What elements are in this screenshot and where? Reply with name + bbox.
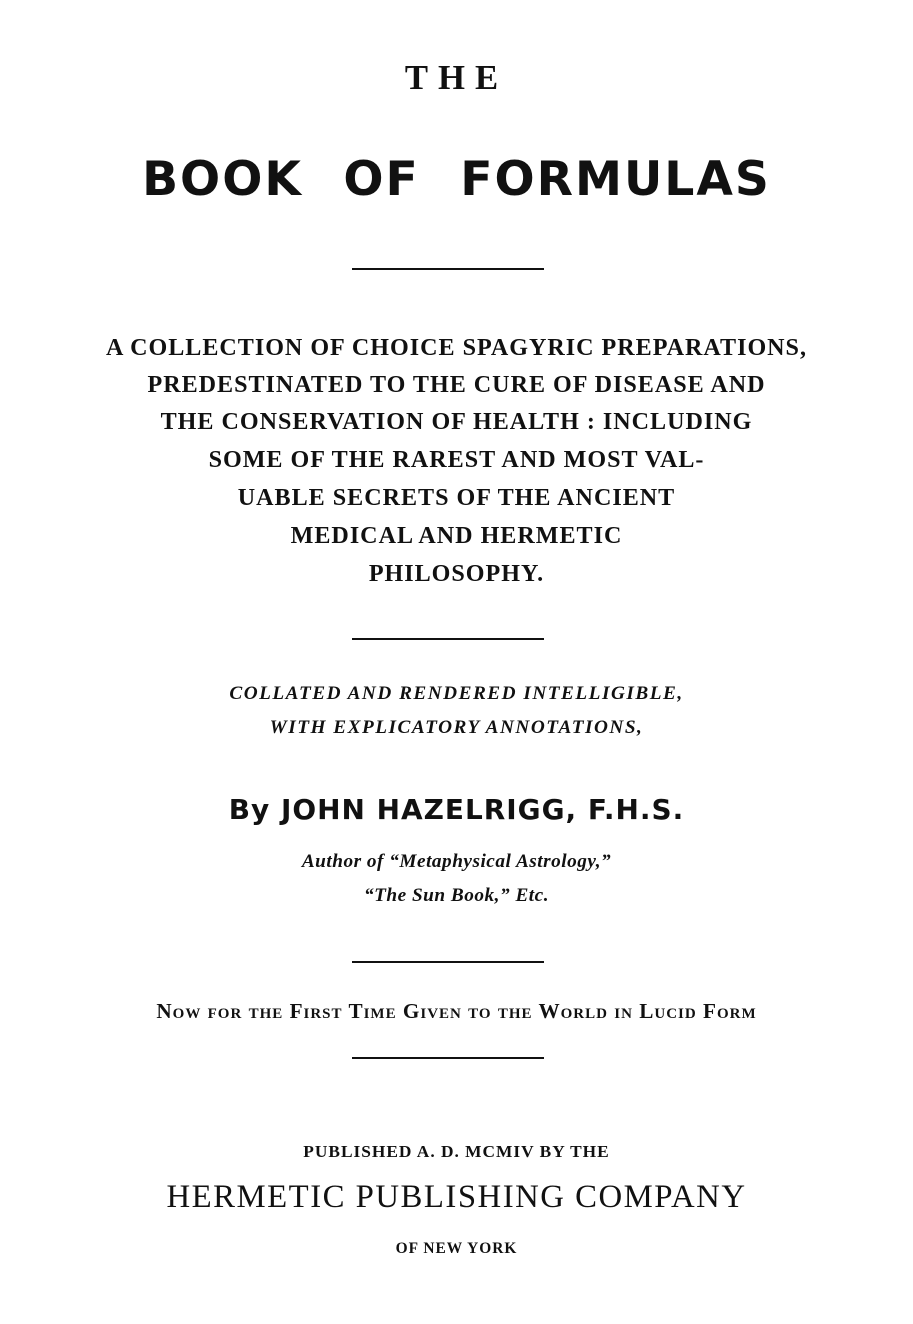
first-time-line: Now for the First Time Given to the World in Lucid Form bbox=[156, 999, 757, 1023]
book-title: BOOK OF FORMULAS bbox=[142, 152, 771, 207]
publisher-name: HERMETIC PUBLISHING COMPANY bbox=[166, 1179, 747, 1215]
description-line: PHILOSOPHY. bbox=[368, 561, 545, 587]
description-line: MEDICAL AND HERMETIC bbox=[290, 523, 623, 549]
divider-rule-1 bbox=[352, 268, 544, 270]
author-byline: By JOHN HAZELRIGG, F.H.S. bbox=[228, 793, 685, 826]
published-line: PUBLISHED A. D. MCMIV BY THE bbox=[303, 1142, 610, 1161]
description-line: SOME OF THE RAREST AND MOST VAL- bbox=[208, 447, 705, 473]
author-works-line: “The Sun Book,” Etc. bbox=[363, 885, 550, 906]
description-line: THE CONSERVATION OF HEALTH : INCLUDING bbox=[160, 409, 753, 435]
description-line: UABLE SECRETS OF THE ANCIENT bbox=[237, 485, 676, 511]
divider-rule-4 bbox=[352, 1057, 544, 1059]
divider-rule-2 bbox=[352, 638, 544, 640]
collated-line: WITH EXPLICATORY ANNOTATIONS, bbox=[269, 717, 644, 738]
collated-line: COLLATED AND RENDERED INTELLIGIBLE, bbox=[229, 683, 684, 704]
publisher-city: OF NEW YORK bbox=[395, 1240, 518, 1257]
title-article: THE bbox=[404, 58, 509, 97]
description-line: A COLLECTION OF CHOICE SPAGYRIC PREPARATIONS, bbox=[106, 335, 807, 361]
author-works-line: Author of “Metaphysical Astrology,” bbox=[301, 851, 612, 872]
description-line: PREDESTINATED TO THE CURE OF DISEASE AND bbox=[147, 372, 766, 398]
divider-rule-3 bbox=[352, 961, 544, 963]
